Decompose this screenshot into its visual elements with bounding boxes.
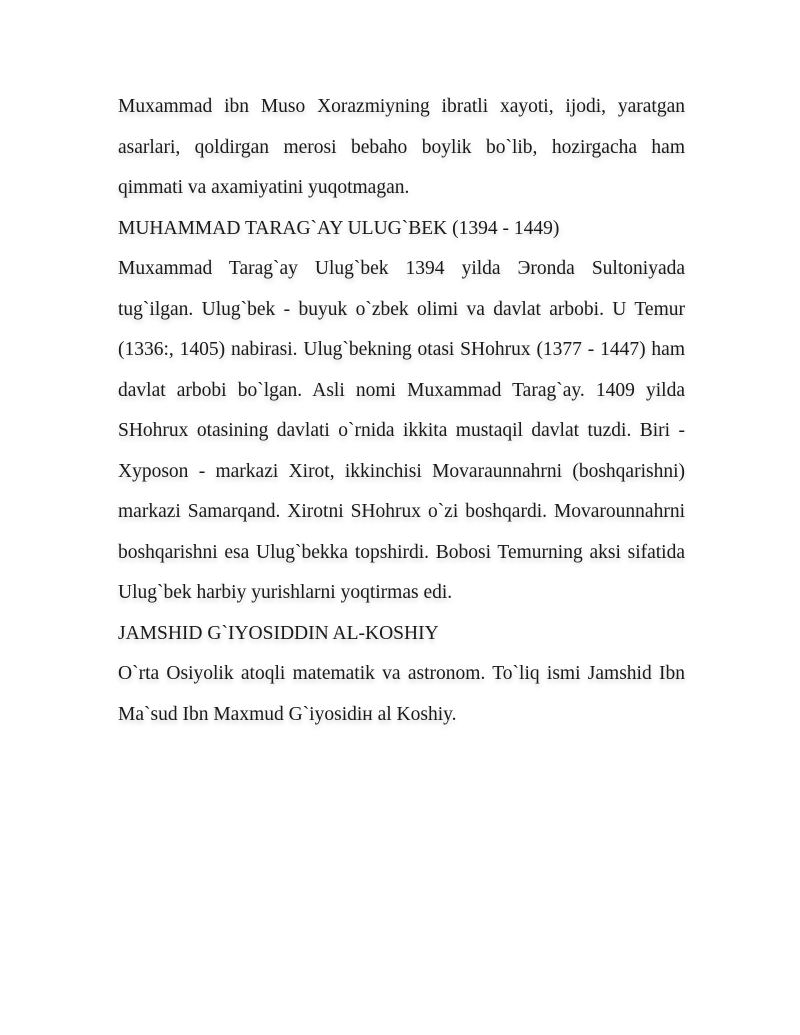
paragraph-xorazmiy-legacy: Muxammad ibn Muso Xorazmiyning ibratli xayoti, ijodi, yaratgan asarlari, qoldirgan merosi bebaho boylik bo`lib, hozirgacha ham qimmati va axamiyatini yuqotmagan.	[118, 96, 685, 198]
paragraph-al-koshiy-intro: O`rta Osiyolik atoqli matematik va astronom. To`liq ismi Jamshid Ibn Ma`sud Ibn Maxmud G`iyosidiн al Koshiy.	[118, 663, 685, 725]
heading-ulugbek: MUHAMMAD TARAG`AY ULUG`BEK (1394 - 1449)	[118, 217, 560, 239]
document-page	[118, 87, 685, 735]
paragraph-ulugbek-biography: Muxammad Tarag`ay Ulug`bek 1394 yilda Эronda Sultoniyada tug`ilgan. Ulug`bek - buyuk o`zbek olimi va davlat arbobi. U Temur (1336:, 1405) nabirasi. Ulug`bekning otasi SHohrux (1377 - 1447) ham davlat arbobi bo`lgan. Asli nomi Muxammad Tarag`ay. 1409 yilda SHohrux otasining davlati o`rnida ikkita mustaqil davlat tuzdi. Biri - Xyposon - markazi Xirot, ikkinchisi Movaraunnahrni (boshqarishni) markazi Samarqand. Xirotni SHohrux o`zi boshqardi. Movarounnahrni boshqarishni esa Ulug`bekka topshirdi. Bobosi Temurning aksi sifatida Ulug`bek harbiy yurishlarni yoqtirmas edi.	[118, 258, 685, 603]
heading-al-koshiy: JAMSHID G`IYOSIDDIN AL-KOSHIY	[118, 622, 439, 644]
